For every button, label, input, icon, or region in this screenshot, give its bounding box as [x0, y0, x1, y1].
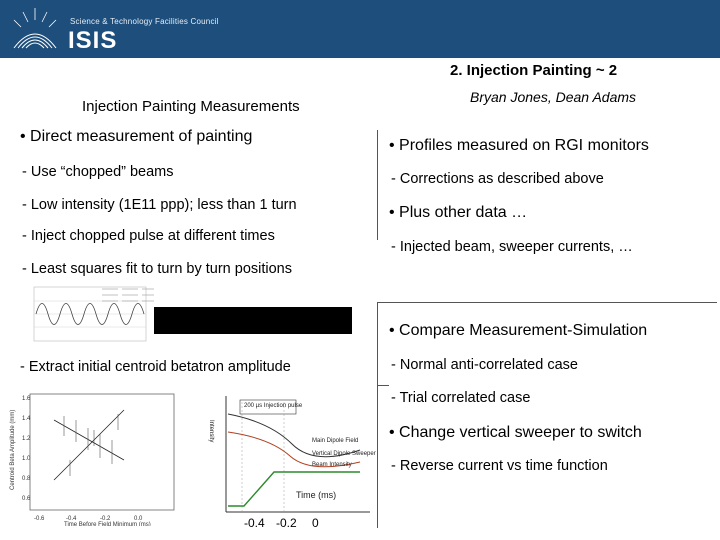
tick-label: -0.4	[244, 516, 265, 530]
right-item: - Injected beam, sweeper currents, …	[391, 239, 633, 255]
time-axis-label: Time (ms)	[296, 490, 337, 500]
svg-text:Time Before Field Minimum (ms): Time Before Field Minimum (ms)	[64, 522, 151, 526]
divider-line	[377, 302, 717, 303]
header-banner	[0, 0, 720, 58]
svg-text:-0.6: -0.6	[34, 516, 45, 522]
right-bullet: • Profiles measured on RGI monitors	[389, 137, 649, 154]
svg-text:-0.2: -0.2	[100, 516, 111, 522]
legend-main-dipole: Main Dipole Field	[312, 438, 359, 444]
extract-item: - Extract initial centroid betatron amplitude	[20, 359, 291, 375]
centroid-plot	[4, 390, 180, 526]
left-item: - Least squares fit to turn by turn positions	[22, 261, 292, 277]
tick-label: 0	[312, 516, 319, 530]
tick-label: -0.2	[276, 516, 297, 530]
org-name: ISIS	[68, 27, 118, 54]
left-bullet: • Direct measurement of painting	[20, 128, 253, 145]
legend-vertical-sweeper: Vertical Dipole Sweeper	[312, 451, 376, 457]
redacted-block	[154, 307, 352, 334]
left-item: - Low intensity (1E11 ppp); less than 1 turn	[22, 197, 297, 213]
divider-line	[377, 385, 389, 386]
slide-title: 2. Injection Painting ~ 2	[450, 62, 618, 79]
left-item: - Inject chopped pulse at different times	[22, 228, 275, 244]
pulse-label: 200 µs Injection pulse	[244, 403, 303, 409]
svg-text:1.2: 1.2	[22, 436, 31, 442]
divider-line	[377, 130, 378, 240]
right-bullet: • Compare Measurement-Simulation	[389, 322, 648, 339]
left-heading: Injection Painting Measurements	[82, 98, 300, 115]
svg-text:1.6: 1.6	[22, 396, 31, 402]
right-item: - Reverse current vs time function	[391, 458, 608, 474]
right-bullet: • Change vertical sweeper to switch	[389, 424, 642, 441]
intensity-axis-label: Intensity	[208, 420, 214, 443]
svg-text:0.8: 0.8	[22, 476, 31, 482]
svg-text:1.0: 1.0	[22, 456, 31, 462]
left-item: - Use “chopped” beams	[22, 164, 174, 180]
fit-table	[98, 283, 158, 313]
legend-beam-intensity: Beam Intensity	[312, 462, 352, 468]
right-item: - Normal anti-correlated case	[391, 357, 578, 373]
right-item: - Corrections as described above	[391, 171, 604, 187]
svg-text:Centroid Beta Amplitude (mm): Centroid Beta Amplitude (mm)	[10, 409, 16, 490]
divider-line	[377, 302, 378, 528]
svg-text:0.0: 0.0	[134, 516, 143, 522]
svg-text:1.4: 1.4	[22, 416, 31, 422]
stfc-logo-icon	[6, 4, 64, 54]
right-item: - Trial correlated case	[391, 390, 531, 406]
svg-text:0.6: 0.6	[22, 496, 31, 502]
svg-text:-0.4: -0.4	[66, 516, 77, 522]
org-line: Science & Technology Facilities Council	[70, 17, 219, 26]
slide-authors: Bryan Jones, Dean Adams	[470, 89, 637, 105]
right-bullet: • Plus other data …	[389, 204, 528, 221]
